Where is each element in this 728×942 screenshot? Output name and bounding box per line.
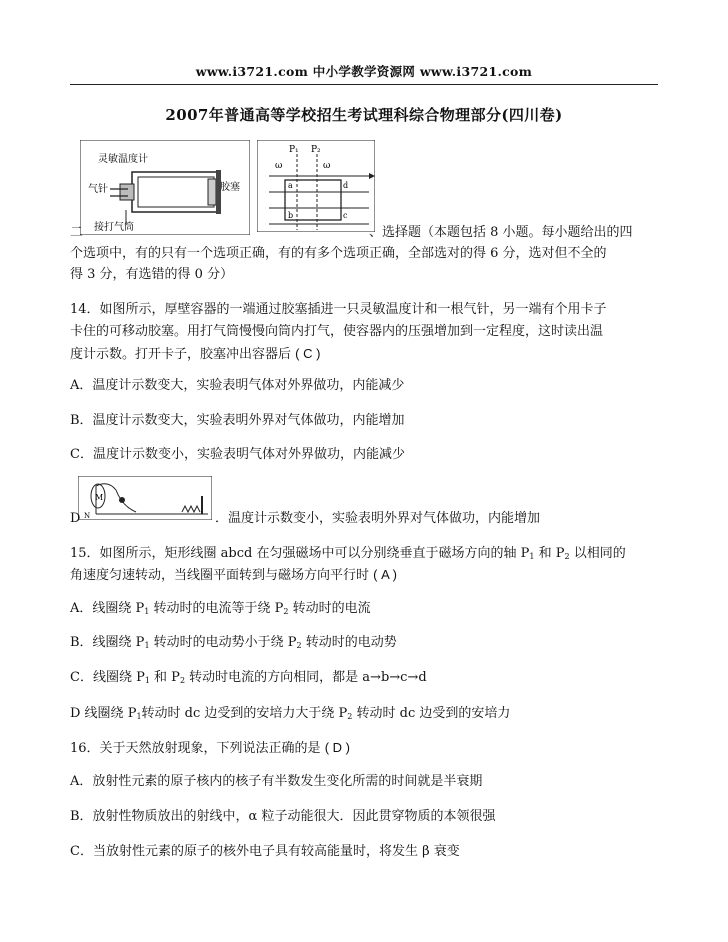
q15-answer: ( A ) — [373, 567, 397, 582]
q15-option-b — [70, 634, 670, 655]
q15-sub-2: 2 — [564, 552, 570, 561]
site-header: www.i3721.com 中小学教学资源网 www.i3721.com — [70, 62, 658, 85]
q14-option-a: A．温度计示数变大，实验表明气体对外界做功，内能减少 — [70, 378, 405, 393]
q16-stem — [70, 739, 670, 758]
q15-option-b-sub1: 1 — [144, 641, 150, 650]
q15-option-d-sub2: 2 — [347, 712, 353, 721]
omega2-label: ω — [323, 161, 331, 171]
corner-b-label: b — [288, 211, 294, 220]
coil-figure — [257, 140, 375, 232]
q15-stem-1-a: 15．如图所示，矩形线圈 abcd 在匀强磁场中可以分别绕垂直于磁场方向的轴 P — [70, 546, 530, 561]
q14-stem-2: 卡住的可移动胶塞。用打气筒慢慢向筒内打气，使容器内的压强增加到一定程度，这时读出温 — [70, 324, 604, 339]
q15-option-a-sub2: 2 — [283, 607, 289, 616]
q15-stem-1 — [70, 545, 670, 566]
q15-option-d-1: D 线圈绕 P — [70, 706, 137, 721]
corner-c-label: c — [343, 211, 348, 220]
q14-option-c: C．温度计示数变小，实验表明气体对外界做功，内能减少 — [70, 447, 405, 462]
q15-stem-1-c: 以相同的 — [569, 546, 626, 561]
q14-option-d-text: ．温度计示数变小，实验表明外界对气体做功，内能增加 — [215, 511, 541, 526]
q15-option-a-sub1: 1 — [144, 607, 150, 616]
q16-option-b: B．放射性物质放出的射线中，α 粒子动能很大．因此贯穿物质的本领很强 — [70, 809, 496, 824]
q15-option-b-1: B．线圈绕 P — [70, 635, 145, 650]
omega1-label: ω — [275, 161, 283, 171]
q14-stem-3-text: 度计示数。打开卡子，胶塞冲出容器后 — [70, 347, 292, 362]
q15-option-c-sub1: 1 — [144, 676, 150, 685]
q16-option-a: A．放射性元素的原子核内的核子有半数发生变化所需的时间就是半衰期 — [70, 774, 483, 789]
q15-option-b-2: 转动时的电动势小于绕 P — [149, 635, 297, 650]
axis-p1-label: P₁ — [289, 145, 299, 155]
needle-label: 气针 — [88, 184, 108, 195]
q16-stem-text: 16．关于天然放射现象，下列说法正确的是 — [70, 741, 321, 756]
q14-answer: ( C ) — [295, 346, 321, 361]
q15-option-c-2: 和 P — [149, 670, 180, 685]
q14-stem-3 — [70, 345, 670, 364]
q15-sub-1: 1 — [529, 552, 535, 561]
q15-stem-1-b: 和 P — [534, 546, 565, 561]
q15-option-c-sub2: 2 — [179, 676, 186, 685]
q15-option-d-sub1: 1 — [136, 712, 142, 721]
thermometer-label: 灵敏温度计 — [98, 154, 148, 165]
intro-first-char: 二 — [70, 225, 84, 240]
container-figure — [80, 140, 250, 235]
q16-answer: ( D ) — [324, 740, 350, 755]
intro-line-1 — [70, 224, 670, 242]
plug-label: 胶塞 — [220, 182, 240, 193]
pump-label: 接打气筒 — [94, 222, 134, 233]
intro-line-3: 得 3 分，有选错的得 0 分） — [70, 267, 234, 282]
corner-a-label: a — [288, 181, 293, 190]
axis-p2-label: P₂ — [311, 145, 321, 155]
q15-option-a-2: 转动时的电流等于绕 P — [149, 601, 284, 616]
q15-stem-2 — [70, 566, 670, 585]
q14-option-d-prefix: D — [70, 511, 81, 526]
intro-line-1-rest: 、选择题（本题包括 8 小题。每小题给出的四 — [369, 225, 633, 240]
q15-option-c-1: C．线圈绕 P — [70, 670, 145, 685]
q14-stem-1: 14．如图所示，厚壁容器的一端通过胶塞插进一只灵敏温度计和一根气针，另一端有个用卡子 — [70, 302, 607, 317]
q15-option-b-3: 转动时的电动势 — [301, 635, 397, 650]
intro-line-2: 个选项中，有的只有一个选项正确，有的有多个选项正确，全部选对的得 6 分，选对但不全的 — [70, 246, 607, 261]
n-label: N — [84, 512, 91, 520]
q15-option-b-sub2: 2 — [296, 641, 302, 650]
q15-option-c-3: 转动时电流的方向相同，都是 a→b→c→d — [185, 670, 427, 685]
m-label: M — [95, 493, 104, 502]
q15-option-a-1: A．线圈绕 P — [70, 601, 145, 616]
q15-option-d-3: 转动时 dc 边受到的安培力 — [352, 706, 511, 721]
q15-option-c — [70, 669, 670, 690]
q16-option-c: C．当放射性元素的原子的核外电子具有较高能量时，将发生 β 衰变 — [70, 844, 460, 859]
q15-stem-2-text: 角速度匀速转动，当线圈平面转到与磁场方向平行时 — [70, 568, 370, 583]
q14-option-b: B．温度计示数变大，实验表明外界对气体做功，内能增加 — [70, 413, 405, 428]
q14-option-d — [70, 510, 670, 528]
corner-d-label: d — [343, 181, 349, 190]
q15-option-d — [70, 705, 670, 726]
q15-option-d-2: 转动时 dc 边受到的安培力大于绕 P — [141, 706, 348, 721]
page-title: 2007年普通高等学校招生考试理科综合物理部分(四川卷) — [165, 106, 563, 124]
q15-option-a — [70, 600, 670, 621]
q15-option-a-3: 转动时的电流 — [288, 601, 371, 616]
